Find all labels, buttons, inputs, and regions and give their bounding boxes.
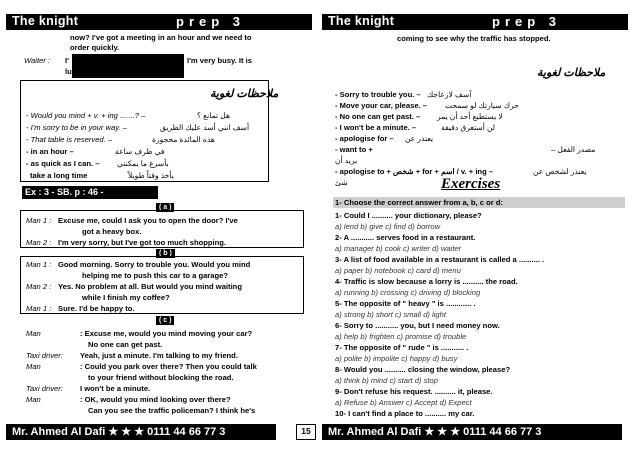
header-grade: prep 3 <box>492 14 562 29</box>
options: a) lend b) give c) find d) borrow <box>335 222 441 231</box>
dialogue-line: Can you see the traffic policeman? I think he's <box>88 406 256 415</box>
dialogue-line: to your friend without blocking the road. <box>88 373 234 382</box>
dialogue-line: order quickly. <box>70 43 120 52</box>
dialogue-line: : OK, would you mind looking over there? <box>80 395 231 404</box>
note-ar: يعتذر عن <box>405 134 434 143</box>
note-ar: آسف لازعاجك <box>427 90 472 99</box>
section-tag-a: ( a ) <box>156 203 174 212</box>
header-brand: The knight <box>328 14 395 28</box>
options: a) polite b) impolite c) happy d) busy <box>335 354 458 363</box>
dialogue-line: got a heavy box. <box>82 227 142 236</box>
exercises-title: Exercises <box>441 176 501 192</box>
speaker-label: Taxi driver: <box>26 384 63 393</box>
options: a) running b) crossing c) driving d) blocking <box>335 288 481 297</box>
note-ar: في ظرف ساعة <box>115 147 165 156</box>
speaker-label: Man <box>26 362 41 371</box>
speaker-label: Man 1 : <box>26 260 52 269</box>
note-en: - apologise for – <box>335 134 394 143</box>
right-footer: Mr. Ahmed Al Dafi ★ ★ ★ 0111 44 66 77 3 <box>322 424 622 440</box>
header-grade: prep 3 <box>176 14 246 29</box>
speaker-label: Man 1 : <box>26 216 52 225</box>
left-page: The knight prep 3 now? I've got a meeting in an hour and we need to order quickly. Waiter : I' I'm very busy. It is lu ملاحظات لغوية - Would you mind + v. + ing .......? – هل تمانع ؟ - I'm sorry to be in your way. – أسف انني أسد عليك الطريق - That table is reserved. – هذه المائدة محجوزة - in an hour – في ظرف ساعة - as quick as I can. – بأسرع ما يمكنني take a long time يأخذ وقتاً طويلاً Ex : 3 - SB. p : 46 - ( a ) Man 1 : Excuse me, could I ask you to open the door? I've got a heavy box. Man 2 : I'm very sorry, but I've got too much shopping. ( b ) Man 1 : Good morning. Sorry to trouble you. Would you mind helping me to push this car to a garage? Man 2 : Yes. No problem at all. But would you mind waiting while I finish my coffee? Man 1 : Sure. I'd be happy to. ( c ) Man : Excuse me, would you mind moving your car? No one can get past. Taxi driver: Yeah, just a minute. I'm talking to my friend. Man : Could you park over there? Then you could talk to your friend without blocking the road. Taxi driver: I won't be a minute. Man : OK, would you mind looking over there? Can you see the traffic policeman? I think he's Mr. Ahmed Al Dafi ★ ★ ★ 0111 44 66 77 3 15 <box>0 0 319 451</box>
dialogue-line: Sure. I'd be happy to. <box>58 304 135 313</box>
note-ar: لن أستغرق دقيقة <box>441 123 496 132</box>
options: a) think b) mind c) start d) stop <box>335 376 438 385</box>
note-en: - want to + <box>335 145 373 154</box>
page-number: 15 <box>296 424 316 440</box>
notes-title: ملاحظات لغوية <box>210 88 279 100</box>
note-en: - I won't be a minute. – <box>335 123 417 132</box>
note-en: - in an hour – <box>26 147 74 156</box>
question: 1- Could I .......... your dictionary, please? <box>335 211 482 220</box>
options: a) help b) frighten c) promise d) trouble <box>335 332 467 341</box>
left-header <box>6 14 312 30</box>
note-ar: بأسرع ما يمكنني <box>117 159 169 168</box>
note-ar: مصدر الفعل – <box>551 145 596 154</box>
speaker-label: Man 2 : <box>26 238 52 247</box>
question: 8- Would you .......... closing the window, please? <box>335 365 511 374</box>
note-ar: يعتذر لشخص عن <box>533 167 587 176</box>
question: 4- Traffic is slow because a lorry is .......... the road. <box>335 277 518 286</box>
redaction-block <box>72 54 184 78</box>
dialogue-line: Yeah, just a minute. I'm talking to my friend. <box>80 351 238 360</box>
left-footer: Mr. Ahmed Al Dafi ★ ★ ★ 0111 44 66 77 3 <box>6 424 276 440</box>
options: a) Refuse b) Answer c) Accept d) Expect <box>335 398 472 407</box>
note-en: - Move your car, please. – <box>335 101 428 110</box>
question: 6- Sorry to ........... you, but I need money now. <box>335 321 500 330</box>
speaker-label: Man 2 : <box>26 282 52 291</box>
dialogue-line: now? I've got a meeting in an hour and we need to <box>70 33 252 42</box>
options: a) paper b) notebook c) card d) menu <box>335 266 461 275</box>
dialogue-line: while I finish my coffee? <box>82 293 170 302</box>
note-en: - Would you mind + v. + ing .......? – <box>26 111 146 120</box>
question: 5- The opposite of " heavy " is ............ . <box>335 299 476 308</box>
note-ar: شئ <box>335 178 348 187</box>
note-en: - No one can get past. – <box>335 112 421 121</box>
options: a) strong b) short c) small d) light <box>335 310 446 319</box>
speaker-label: Man <box>26 395 41 404</box>
speaker-label: Waiter : <box>24 56 51 65</box>
dialogue-line: I won't be a minute. <box>80 384 151 393</box>
note-en: - I'm sorry to be in your way. – <box>26 123 127 132</box>
question: 10- I can't find a place to .......... my car. <box>335 409 475 418</box>
question: 9- Don't refuse his request. .......... it, please. <box>335 387 493 396</box>
dialogue-line: Excuse me, could I ask you to open the door? I've <box>58 216 238 225</box>
note-en: - as quick as I can. – <box>26 159 100 168</box>
dialogue-line: lu <box>65 67 72 76</box>
note-en: take a long time <box>30 171 88 180</box>
note-ar: يأخذ وقتاً طويلاً <box>128 171 174 180</box>
dialogue-line: Good morning. Sorry to trouble you. Would you mind <box>58 260 251 269</box>
dialogue-line: : Could you park over there? Then you could talk <box>80 362 257 371</box>
section-title: 1- Choose the correct answer from a, b, c or d: <box>335 198 503 207</box>
speaker-label: Man 1 : <box>26 304 52 313</box>
question: 7- The opposite of " rude " is ........... . <box>335 343 469 352</box>
note-ar: هذه المائدة محجوزة <box>152 135 215 144</box>
speaker-label: Man <box>26 329 41 338</box>
dialogue-line: helping me to push this car to a garage? <box>82 271 228 280</box>
question: 3- A list of food available in a restaurant is called a .......... . <box>335 255 545 264</box>
section-tag-b: ( b ) <box>156 249 175 258</box>
dialogue-line: I'm very busy. It is <box>187 56 252 65</box>
options: a) manager b) cook c) writer d) waiter <box>335 244 462 253</box>
note-ar: حرك سيارتك لو سمحت <box>445 101 519 110</box>
note-ar: يريد أن <box>335 156 358 165</box>
dialogue-line: : Excuse me, would you mind moving your car? <box>80 329 253 338</box>
dialogue-line: Yes. No problem at all. But would you mind waiting <box>58 282 242 291</box>
dialogue-line: coming to see why the traffic has stopped. <box>397 34 551 43</box>
dialogue-line: No one can get past. <box>88 340 163 349</box>
note-en: - That table is reserved. – <box>26 135 113 144</box>
question: 2- A ........... serves food in a restaurant. <box>335 233 476 242</box>
right-page <box>319 0 638 451</box>
note-ar: لا يستطيع أحد أن يمر <box>437 112 503 121</box>
note-en: - apologise to + شخص + for + اسم / v. + ing – <box>335 167 494 176</box>
section-tag-c: ( c ) <box>156 316 174 325</box>
exercise-title: Ex : 3 - SB. p : 46 - <box>22 186 158 199</box>
header-brand: The knight <box>12 14 79 28</box>
right-header <box>322 14 628 30</box>
notes-title: ملاحظات لغوية <box>537 67 606 79</box>
note-en: - Sorry to trouble you. – <box>335 90 421 99</box>
note-ar: أسف انني أسد عليك الطريق <box>160 123 250 132</box>
note-ar: هل تمانع ؟ <box>197 111 230 120</box>
dialogue-line: I'm very sorry, but I've got too much shopping. <box>58 238 227 247</box>
speaker-label: Taxi driver: <box>26 351 63 360</box>
